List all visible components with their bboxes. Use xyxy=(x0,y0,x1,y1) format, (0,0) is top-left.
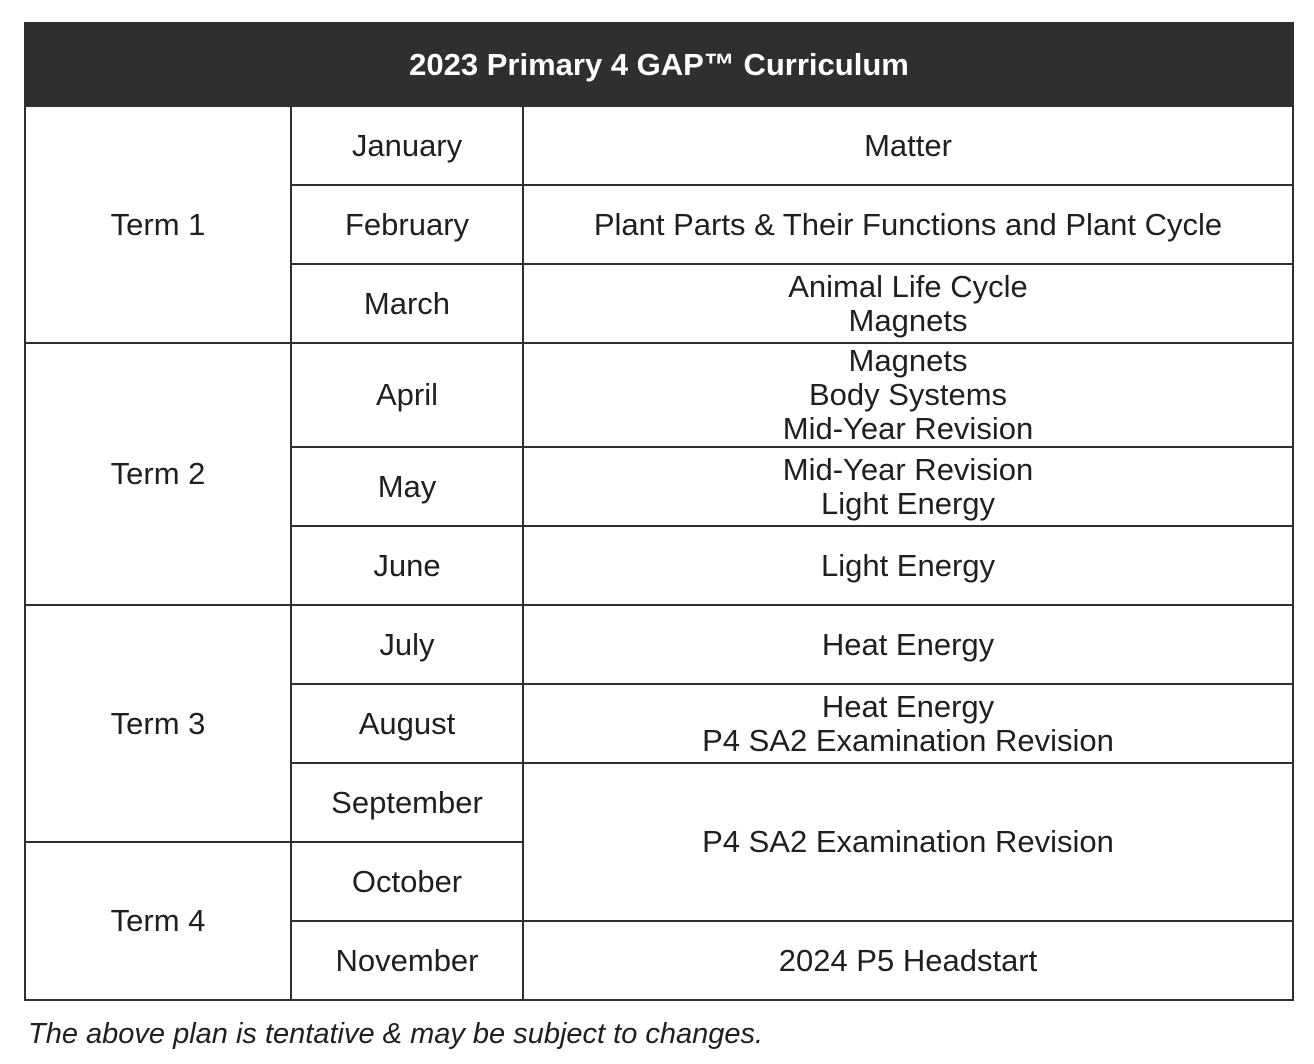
topic-line: Mid-Year Revision xyxy=(782,451,1034,487)
month-october: October xyxy=(291,842,523,921)
topic-line: Magnets xyxy=(848,343,968,378)
topic-april xyxy=(523,343,1293,447)
topic-line: Mid-Year Revision xyxy=(782,411,1034,446)
month-january: January xyxy=(291,106,523,185)
topic-line: 2024 P5 Headstart xyxy=(778,942,1038,978)
month-september: September xyxy=(291,763,523,842)
term-2-cell: Term 2 xyxy=(25,343,291,605)
term-4-cell: Term 4 xyxy=(25,842,291,1000)
topic-july xyxy=(523,605,1293,684)
topic-june xyxy=(523,526,1293,605)
topic-november xyxy=(523,921,1293,1000)
curriculum-table-container xyxy=(24,22,1292,1015)
table-title: 2023 Primary 4 GAP™ Curriculum xyxy=(25,23,1293,106)
month-august: August xyxy=(291,684,523,763)
table-row xyxy=(25,343,1293,447)
month-february: February xyxy=(291,185,523,264)
table-row xyxy=(25,106,1293,185)
month-july: July xyxy=(291,605,523,684)
month-may: May xyxy=(291,447,523,526)
term-3-cell: Term 3 xyxy=(25,605,291,842)
topic-line: Heat Energy xyxy=(821,688,995,724)
topic-line: Light Energy xyxy=(820,547,996,583)
topic-line: Plant Parts & Their Functions and Plant Cycle xyxy=(593,206,1223,242)
term-1-cell: Term 1 xyxy=(25,106,291,343)
topic-line: Heat Energy xyxy=(821,626,995,662)
topic-line: Light Energy xyxy=(820,485,996,521)
topic-line: Animal Life Cycle xyxy=(788,268,1028,304)
topic-line: Magnets xyxy=(848,302,968,338)
month-march: March xyxy=(291,264,523,343)
month-november: November xyxy=(291,921,523,1000)
topic-march xyxy=(523,264,1293,343)
curriculum-table xyxy=(24,22,1294,1001)
topic-august xyxy=(523,684,1293,763)
topic-line: P4 SA2 Examination Revision xyxy=(702,722,1114,758)
topic-line: P4 SA2 Examination Revision xyxy=(702,824,1114,859)
footnote: The above plan is tentative & may be subject to changes. xyxy=(28,1018,764,1050)
topic-february xyxy=(523,185,1293,264)
topic-line: Body Systems xyxy=(808,377,1008,412)
topic-september-october xyxy=(523,763,1293,921)
table-row xyxy=(25,605,1293,684)
topic-line: Matter xyxy=(864,127,952,163)
topic-january xyxy=(523,106,1293,185)
topic-may xyxy=(523,447,1293,526)
month-april: April xyxy=(291,343,523,447)
month-june: June xyxy=(291,526,523,605)
